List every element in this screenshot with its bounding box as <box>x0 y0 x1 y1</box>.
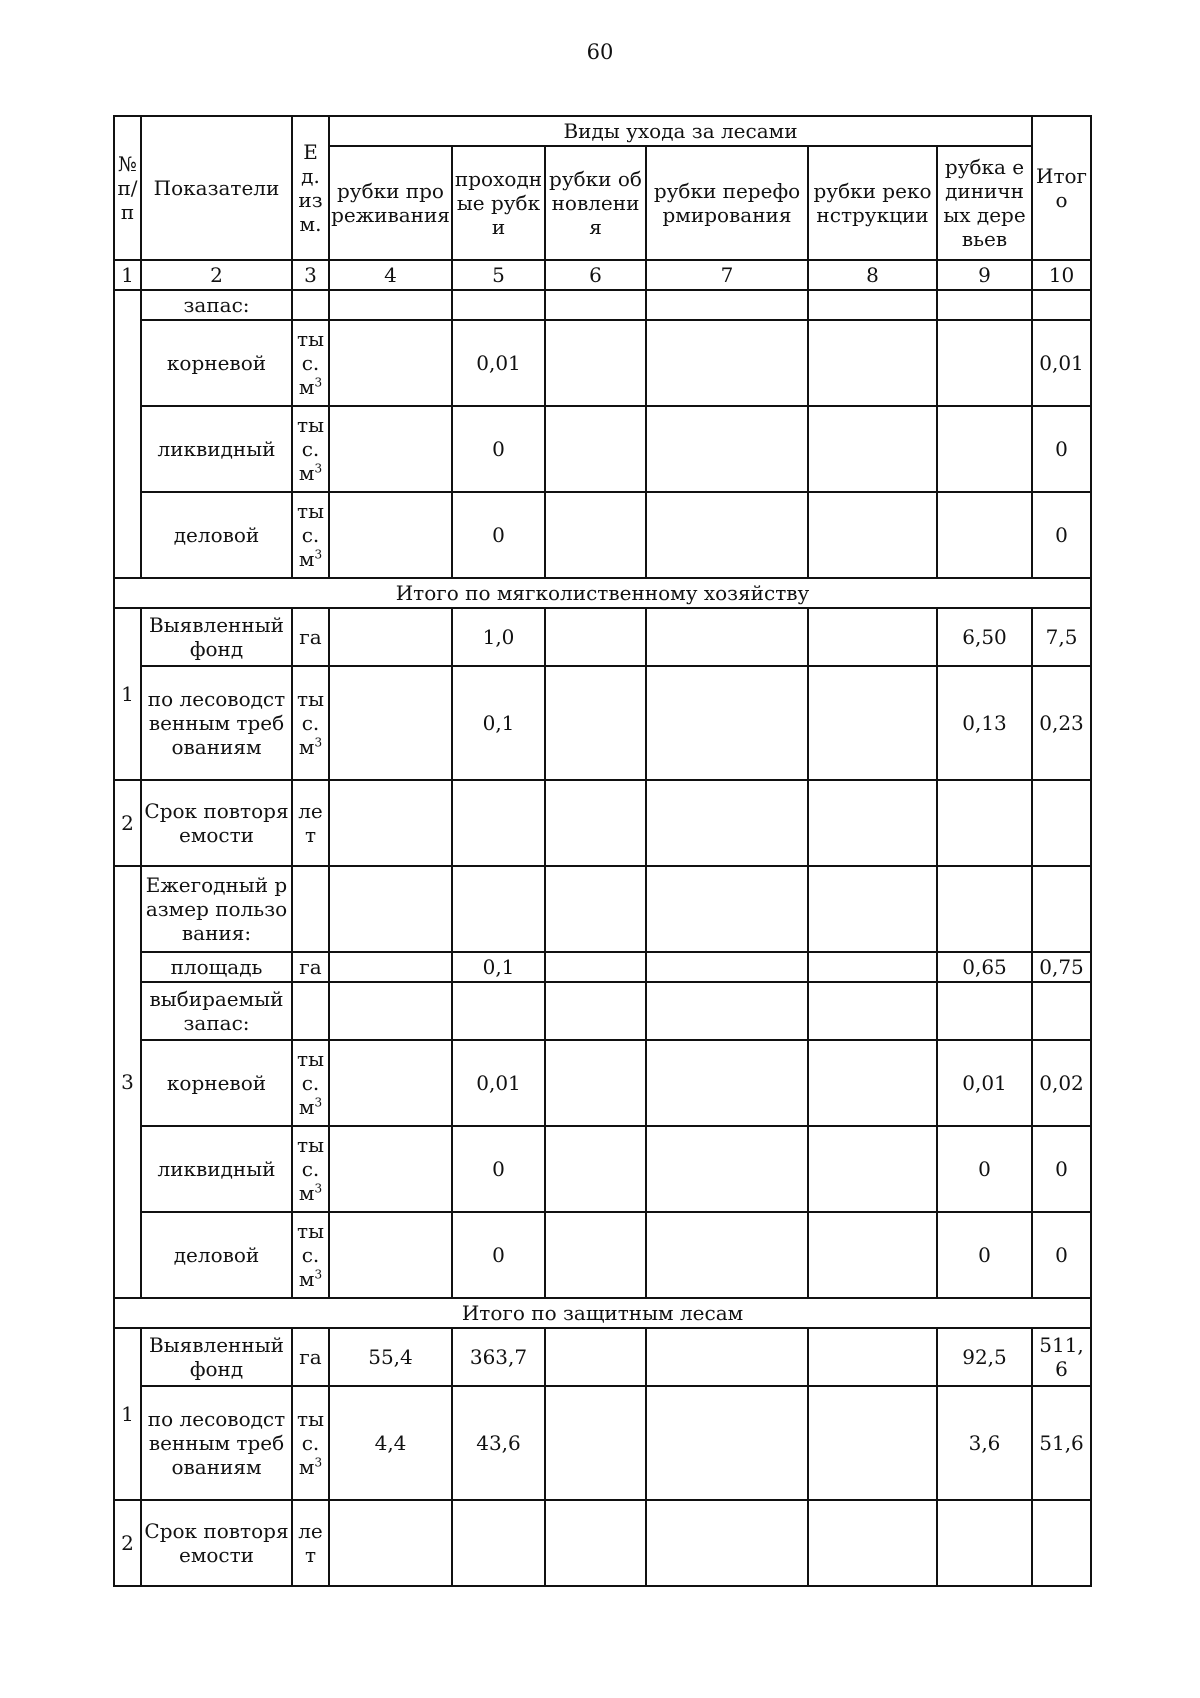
value-cell: 43,6 <box>452 1386 545 1500</box>
col-number: 1 <box>114 260 141 290</box>
forest-care-table <box>113 115 1092 1587</box>
value-cell: 0,02 <box>1032 1040 1091 1126</box>
value-cell: 4,4 <box>329 1386 452 1500</box>
col-number: 6 <box>545 260 646 290</box>
value-cell: 51,6 <box>1032 1386 1091 1500</box>
row-label: Выявленный фонд <box>141 608 292 666</box>
col-number: 10 <box>1032 260 1091 290</box>
value-cell: 0,1 <box>452 952 545 982</box>
value-cell: 0,65 <box>937 952 1032 982</box>
value-cell: 0 <box>1032 1126 1091 1212</box>
row-label: деловой <box>141 1212 292 1298</box>
section-title: Итого по мягколиственному хозяйству <box>114 578 1091 608</box>
value-cell: 0 <box>452 1212 545 1298</box>
value-cell: 3,6 <box>937 1386 1032 1500</box>
row-label: деловой <box>141 492 292 578</box>
unit-cell: тыс. $м^3$ <box>292 1212 329 1298</box>
row-label: по лесоводственным требованиям <box>141 1386 292 1500</box>
header-col-5: проходные рубки <box>452 146 545 260</box>
col-number: 9 <box>937 260 1032 290</box>
unit-cell: тыс. $м^3$ <box>292 1126 329 1212</box>
col-number: 7 <box>646 260 808 290</box>
unit-cell: тыс. $м^3$ <box>292 1386 329 1500</box>
value-cell: 0 <box>1032 406 1091 492</box>
col-number: 3 <box>292 260 329 290</box>
row-label: ликвидный <box>141 406 292 492</box>
unit-cell: тыс. $м^3$ <box>292 492 329 578</box>
header-group: Виды ухода за лесами <box>329 116 1032 146</box>
value-cell: 0 <box>452 1126 545 1212</box>
value-cell: 0,23 <box>1032 666 1091 780</box>
row-label: Срок повторяемости <box>141 780 292 866</box>
header-col-6: рубки обновления <box>545 146 646 260</box>
value-cell: 0 <box>1032 1212 1091 1298</box>
row-label: Выявленный фонд <box>141 1328 292 1386</box>
row-label: выбираемый запас: <box>141 982 292 1040</box>
row-num: 3 <box>114 866 141 1298</box>
unit-cell: тыс. $м^3$ <box>292 1040 329 1126</box>
col-number: 8 <box>808 260 937 290</box>
row-label: запас: <box>141 290 292 320</box>
col-number: 2 <box>141 260 292 290</box>
value-cell: 0 <box>937 1126 1032 1212</box>
row-num-empty <box>114 290 141 578</box>
unit-cell: тыс. $м^3$ <box>292 666 329 780</box>
header-num: № п/п <box>114 116 141 260</box>
unit-cell: тыс. $м^3$ <box>292 406 329 492</box>
header-total: Итого <box>1032 116 1091 260</box>
value-cell: 0,75 <box>1032 952 1091 982</box>
header-unit: Ед. изм. <box>292 116 329 260</box>
row-label: корневой <box>141 1040 292 1126</box>
value-cell: 1,0 <box>452 608 545 666</box>
value-cell: 0 <box>452 406 545 492</box>
page-number: 60 <box>586 40 614 64</box>
value-cell: 6,50 <box>937 608 1032 666</box>
header-indicator: Показатели <box>141 116 292 260</box>
row-label: площадь <box>141 952 292 982</box>
value-cell: 0 <box>937 1212 1032 1298</box>
unit-cell: лет <box>292 780 329 866</box>
row-num: 2 <box>114 1500 141 1586</box>
section-title: Итого по защитным лесам <box>114 1298 1091 1328</box>
row-label: Срок повторяемости <box>141 1500 292 1586</box>
row-num: 2 <box>114 780 141 866</box>
value-cell: 363,7 <box>452 1328 545 1386</box>
value-cell: 7,5 <box>1032 608 1091 666</box>
header-col-8: рубки реконструкции <box>808 146 937 260</box>
row-label: корневой <box>141 320 292 406</box>
value-cell: 511,6 <box>1032 1328 1091 1386</box>
value-cell: 0,01 <box>452 320 545 406</box>
col-number: 5 <box>452 260 545 290</box>
value-cell: 0 <box>452 492 545 578</box>
unit-cell: га <box>292 952 329 982</box>
row-num: 1 <box>114 608 141 780</box>
value-cell: 92,5 <box>937 1328 1032 1386</box>
unit-cell: тыс. $м^3$ <box>292 320 329 406</box>
row-label: Ежегодный размер пользования: <box>141 866 292 952</box>
value-cell: 0,1 <box>452 666 545 780</box>
value-cell: 0,01 <box>1032 320 1091 406</box>
value-cell: 0,13 <box>937 666 1032 780</box>
value-cell: 55,4 <box>329 1328 452 1386</box>
value-cell: 0 <box>1032 492 1091 578</box>
unit-cell: га <box>292 1328 329 1386</box>
row-label: ликвидный <box>141 1126 292 1212</box>
unit-cell: га <box>292 608 329 666</box>
header-col-4: рубки прореживания <box>329 146 452 260</box>
row-label: по лесоводственным требованиям <box>141 666 292 780</box>
col-number: 4 <box>329 260 452 290</box>
header-col-7: рубки переформирования <box>646 146 808 260</box>
value-cell: 0,01 <box>937 1040 1032 1126</box>
header-col-9: рубка единичных деревьев <box>937 146 1032 260</box>
value-cell: 0,01 <box>452 1040 545 1126</box>
row-num: 1 <box>114 1328 141 1500</box>
unit-cell: лет <box>292 1500 329 1586</box>
